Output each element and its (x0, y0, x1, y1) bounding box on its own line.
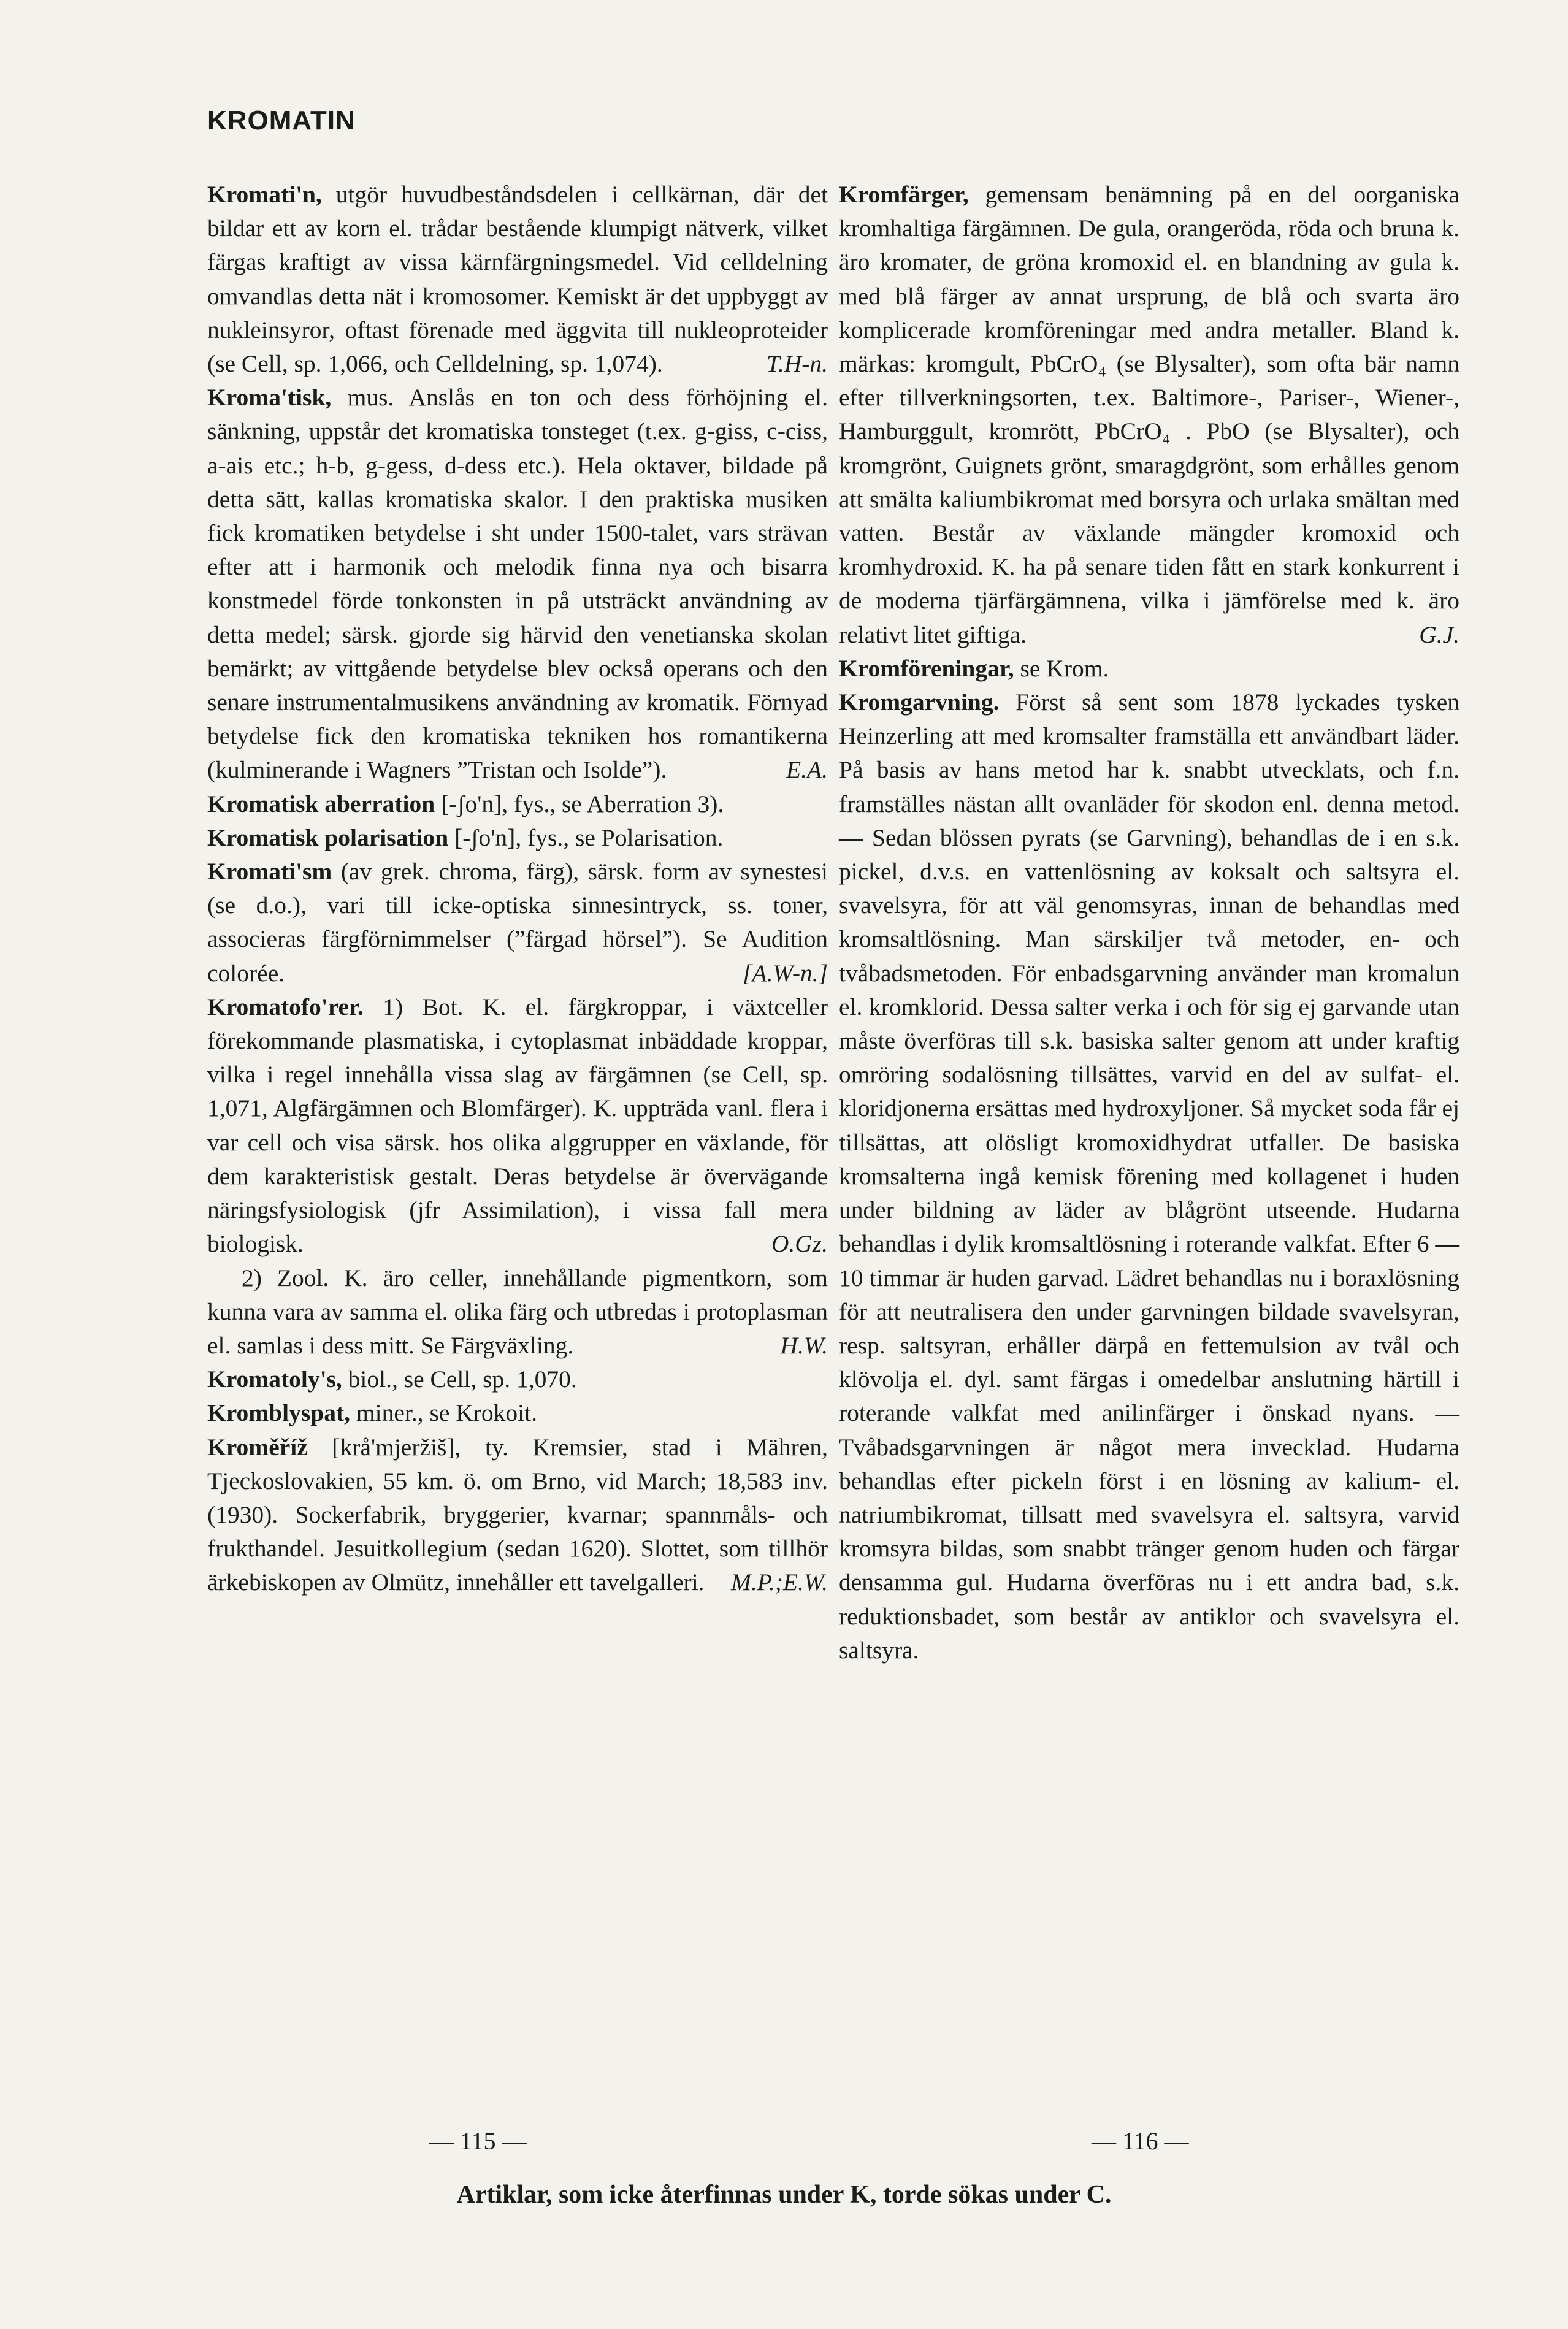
entry-signature: G.J. (1419, 621, 1459, 648)
page-number-right: — 116 — (1092, 2127, 1189, 2155)
entry-signature: [A.W-n.] (743, 959, 828, 987)
entry-kromatoforer-zool (207, 1261, 828, 1363)
entry-text: 2) Zool. K. äro celler, innehållande pigmentkorn, som kunna vara av samma el. olika färg och utbredas i protoplasman el. samlas i dess mitt. Se Färgväxling. (207, 1264, 828, 1359)
entry-text: mus. Anslås en ton och dess förhöjning el. sänkning, uppstår det kromatiska tonsteget (t.ex. g-giss, c-ciss, a-ais etc.; h-b, g-gess, d-dess etc.). Hela oktaver, bildade på detta sätt, kallas kromatiska skalor. I den praktiska musiken fick kromatiken betydelse i sht under 1500-talet, vars strävan efter att i harmonik och melodik finna nya och bisarra konstmedel förde tonkonsten in på utsträckt användning av detta medel; särsk. gjorde sig härvid den venetianska skolan bemärkt; av vittgående betydelse blev också operans och den senare instrumentalmusikens användning av kromatik. Förnyad betydelse fick den kromatiska tekniken hos romantikerna (kulminerande i Wagners ”Tristan och Isolde”). (207, 384, 828, 784)
entry-text: 1) Bot. K. el. färgkroppar, i växtceller förekommande plasmatiska, i cytoplasmat inbäddade kroppar, vilka i regel innehålla vissa slag av färgämnen (se Cell, sp. 1,071, Algfärgämnen och Blomfärger). K. uppträda vanl. flera i var cell och visa särsk. hos olika alggrupper en växlande, för dem karakteristisk gestalt. Deras betydelse är övervägande näringsfysiologisk (jfr Assimilation), i vissa fall mera biologisk. (207, 993, 828, 1258)
entry-kromblyspat (207, 1396, 828, 1430)
footer-note: Artiklar, som icke återfinnas under K, torde sökas under C. (456, 2181, 1112, 2209)
entry-headword: Kromatisk aberration (207, 790, 435, 817)
entry-text: [-ʃo'n], fys., se Polarisation. (448, 824, 724, 851)
entry-kromatolys (207, 1363, 828, 1396)
entry-text: gemensam benämning på en del oorganiska kromhaltiga färgämnen. De gula, orangeröda, röda och bruna k. äro kromater, de gröna kromoxid el. en blandning av gula k. med blå färger av annat ursprung, de blå och svarta äro komplicerade kromföreningar med andra metaller. Bland k. märkas: kromgult, PbCrO₄ (se Blysalter), som ofta bär namn efter tillverkningsorten, t.ex. Baltimore-, Pariser-, Wiener-, Hamburggult, kromrött, PbCrO₄ . PbO (se Blysalter), och kromgrönt, Guignets grönt, smaragdgrönt, som erhålles genom att smälta kaliumbikromat med borsyra och urlaka smältan med vatten. Består av växlande mängder kromoxid och kromhydroxid. K. ha på senare tiden fått en stark konkurrent i de moderna tjärfärgämnena, vilka i jämförelse med k. äro relativt litet giftiga. (839, 181, 1459, 648)
entry-text: Först så sent som 1878 lyckades tysken Heinzerling att med kromsalter framställa ett användbart läder. På basis av hans metod har k. snabbt utvecklats, och f.n. framställes nästan allt ovanläder för skodon enl. denna metod. — Sedan blössen pyrats (se Garvning), behandlas de i en s.k. pickel, d.v.s. en vattenlösning av koksalt och saltsyra el. svavelsyra, för att väl genomsyras, innan de behandlas med kromsaltlösning. Man särskiljer två metoder, en- och tvåbadsmetoden. För enbadsgarvning använder man kromalun el. kromklorid. Dessa salter verka i och för sig ej garvande utan måste överföras till s.k. basiska salter genom att under kraftig omröring sodalösning tillsättes, varvid en del av sulfat- el. kloridjonerna ersättas med hydroxyljoner. Så mycket soda får ej tillsättas, att olösligt kromoxidhydrat utfaller. De basiska kromsalterna ingå kemisk förening med kollagenet i huden under bildning av läder av blågrönt utseende. Hudarna behandlas i dylik kromsaltlösning i roterande valkfat. Efter 6 —10 timmar är huden garvad. Lädret behandlas nu i boraxlösning för att neutralisera den under garvningen bildade svavelsyran, resp. saltsyran, erhåller därpå en fettemulsion av tvål och klövolja el. dyl. samt färgas i omedelbar anslutning härtill i roterande valkfat med anilinfärger i önskad nyans. — Tvåbadsgarvningen är något mera invecklad. Hudarna behandlas efter pickeln först i en lösning av kalium- el. natriumbikromat, tillsatt med svavelsyra el. saltsyra, varvid kromsyra bildas, som snabbt tränger genom huden och färgar densamma gul. Hudarna överföras nu i ett andra bad, s.k. reduktionsbadet, som består av antiklor och svavelsyra el. saltsyra. (839, 689, 1459, 1664)
page-number-left: — 115 — (429, 2127, 527, 2155)
entry-kromatin (207, 178, 828, 381)
entry-signature: M.P.;E.W. (731, 1569, 828, 1596)
entry-headword: Kromatoly's, (207, 1366, 342, 1393)
entry-headword: Kromföreningar, (839, 654, 1014, 682)
entry-kromeriz (207, 1431, 828, 1600)
entry-kromfarger (839, 178, 1459, 652)
entry-headword: Kroma'tisk, (207, 384, 332, 411)
entry-kromgarvning (839, 686, 1459, 1667)
entry-text: [krå'mjeržiš], ty. Kremsier, stad i Mähren, Tjeckoslovakien, 55 km. ö. om Brno, vid March; 18,583 inv. (1930). Sockerfabrik, bryggerier, kvarnar; spannmåls- och frukthandel. Jesuitkollegium (sedan 1620). Slottet, som tillhör ärkebiskopen av Olmütz, innehåller ett tavelgalleri. (207, 1433, 828, 1596)
entry-kromatoforer (207, 990, 828, 1261)
entry-headword: Kromblyspat, (207, 1399, 351, 1427)
entry-headword: Kroměříž (207, 1433, 308, 1461)
left-column (207, 178, 828, 1600)
entry-kromatism (207, 855, 828, 990)
entry-text: utgör huvudbeståndsdelen i cellkärnan, där det bildar ett av korn el. trådar bestående klumpigt nätverk, vilket färgas kraftigt av vissa kärnfärgningsmedel. Vid celldelning omvandlas detta nät i kromosomer. Kemiskt är det uppbyggt av nukleinsyror, oftast förenade med äggvita till nukleoproteider (se Cell, sp. 1,066, och Celldelning, sp. 1,074). (207, 181, 828, 378)
entry-text: se Krom. (1014, 654, 1109, 682)
entry-kromatisk-aberration (207, 787, 828, 821)
entry-kromatisk (207, 381, 828, 787)
entry-text: biol., se Cell, sp. 1,070. (342, 1366, 577, 1393)
entry-text: (av grek. chroma, färg), särsk. form av synestesi (se d.o.), vari till icke-optiska sinnesintryck, ss. toner, associeras färgförnimmelser (”färgad hörsel”). Se Audition colorée. (207, 858, 828, 987)
entry-headword: Kromati'sm (207, 858, 332, 885)
entry-signature: O.Gz. (771, 1230, 828, 1258)
entry-signature: E.A. (786, 756, 828, 784)
entry-kromforeningar (839, 652, 1459, 686)
entry-signature: H.W. (780, 1331, 828, 1359)
entry-headword: Kromati'n, (207, 181, 322, 208)
entry-headword: Kromgarvning. (839, 689, 1000, 716)
entry-headword: Kromfärger, (839, 181, 969, 208)
page-header: KROMATIN (207, 105, 356, 136)
right-column (839, 178, 1459, 1667)
entry-kromatisk-polarisation (207, 821, 828, 855)
entry-headword: Kromatisk polarisation (207, 824, 449, 851)
entry-text: miner., se Krokoit. (350, 1399, 538, 1427)
entry-signature: T.H-n. (766, 350, 828, 378)
entry-text: [-ʃo'n], fys., se Aberration 3). (435, 790, 724, 817)
entry-headword: Kromatofo'rer. (207, 993, 364, 1020)
